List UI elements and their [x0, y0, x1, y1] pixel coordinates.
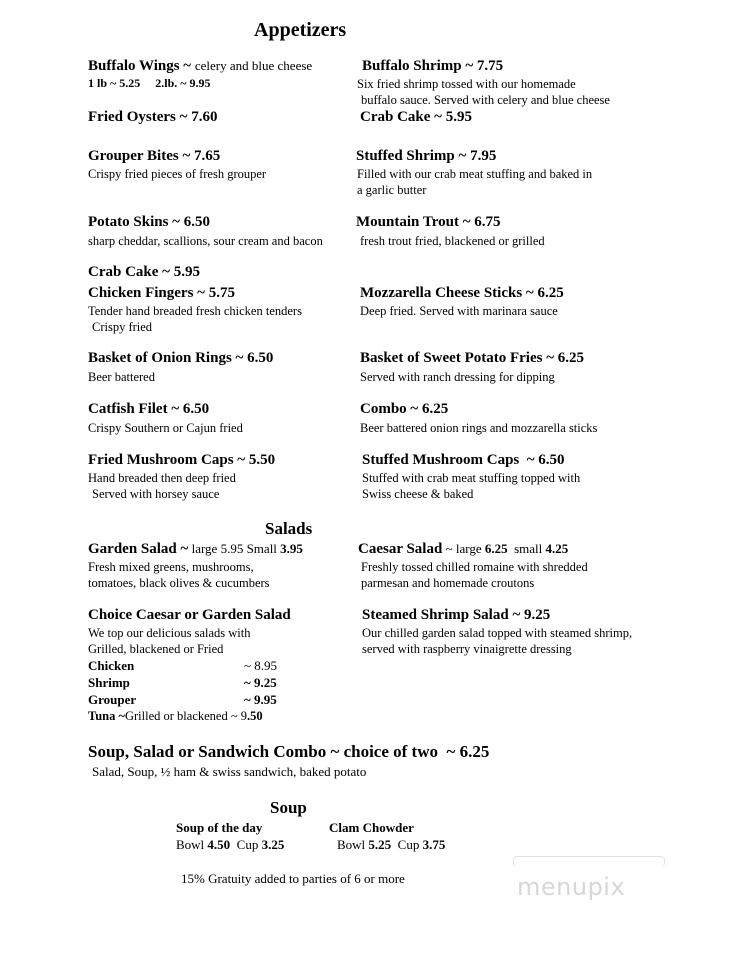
- topping-tuna: [88, 709, 263, 724]
- item-desc: Filled with our crab meat stuffing and baked in: [357, 167, 593, 181]
- bowl-price: 5.25: [368, 837, 392, 852]
- combo-desc: Salad, Soup, ½ ham & swiss sandwich, baked potato: [92, 764, 367, 779]
- size-label: large: [188, 541, 221, 556]
- menupix-watermark: menupix: [517, 873, 626, 901]
- soup-of-the-day-prices: [176, 837, 284, 853]
- topping-chicken-price: ~ 8.95: [244, 658, 278, 673]
- item-crab-cake: Crab Cake ~ 5.95: [360, 109, 472, 125]
- combo-heading: Soup, Salad or Sandwich Combo ~ choice of two ~ 6.25: [88, 742, 490, 761]
- item-desc: Stuffed with crab meat stuffing topped with: [362, 471, 581, 485]
- item-desc: Swiss cheese & baked: [362, 487, 474, 501]
- item-desc: Served with horsey sauce: [92, 487, 220, 501]
- bowl-label: Bowl: [176, 837, 208, 852]
- item-desc: buffalo sauce. Served with celery and blue cheese: [361, 93, 610, 107]
- item-fried-mushroom-caps: Fried Mushroom Caps ~ 5.50: [88, 452, 276, 468]
- item-desc: Six fried shrimp tossed with our homemade: [357, 77, 576, 91]
- item-desc: We top our delicious salads with: [88, 626, 251, 640]
- clam-chowder-prices: [337, 837, 445, 853]
- bowl-label: Bowl: [337, 837, 369, 852]
- item-desc: Fresh mixed greens, mushrooms,: [88, 560, 254, 574]
- item-desc: Our chilled garden salad topped with steamed shrimp,: [362, 626, 633, 640]
- size-label: small: [507, 541, 546, 556]
- item-stuffed-shrimp: Stuffed Shrimp ~ 7.95: [356, 148, 497, 164]
- appetizers-heading: Appetizers: [254, 19, 347, 41]
- item-desc: Beer battered: [88, 370, 155, 384]
- item-desc: Crispy Southern or Cajun fried: [88, 421, 243, 435]
- item-desc: Served with ranch dressing for dipping: [360, 370, 555, 384]
- item-catfish-filet: Catfish Filet ~ 6.50: [88, 401, 210, 417]
- size-label: ~ large: [442, 541, 485, 556]
- topping-shrimp-price: ~ 9.25: [244, 675, 277, 690]
- clam-chowder: Clam Chowder: [329, 820, 414, 835]
- item-desc: tomatoes, black olives & cucumbers: [88, 576, 270, 590]
- item-desc: a garlic butter: [357, 183, 427, 197]
- item-choice-salad: Choice Caesar or Garden Salad: [88, 607, 291, 623]
- item-name: Garden Salad ~: [88, 541, 189, 557]
- topping-shrimp-label: Shrimp: [88, 675, 130, 690]
- item-desc: Hand breaded then deep fried: [88, 471, 236, 485]
- watermark-frame: [513, 856, 665, 867]
- item-mountain-trout: Mountain Trout ~ 6.75: [356, 214, 501, 230]
- item-onion-rings: Basket of Onion Rings ~ 6.50: [88, 350, 274, 366]
- item-steamed-shrimp-salad: Steamed Shrimp Salad ~ 9.25: [362, 607, 551, 623]
- cup-label: Cup: [391, 837, 423, 852]
- item-buffalo-wings: [88, 58, 312, 75]
- item-note: celery and blue cheese: [194, 58, 313, 73]
- item-name: Caesar Salad: [358, 541, 443, 557]
- size-price: 6.25: [484, 541, 508, 556]
- topping-chicken-label: Chicken: [88, 658, 135, 673]
- gratuity-note: 15% Gratuity added to parties of 6 or more: [181, 871, 405, 886]
- item-chicken-fingers: Chicken Fingers ~ 5.75: [88, 285, 235, 301]
- tuna-note: Grilled or blackened ~ 9: [124, 709, 247, 723]
- size-price: 5.95: [220, 541, 244, 556]
- item-mozzarella-sticks: Mozzarella Cheese Sticks ~ 6.25: [360, 285, 564, 301]
- item-buffalo-shrimp: Buffalo Shrimp ~ 7.75: [362, 58, 504, 74]
- item-desc: Deep fried. Served with marinara sauce: [360, 304, 558, 318]
- tuna-label: Tuna ~: [88, 709, 125, 723]
- size-price: 3.95: [280, 541, 303, 556]
- item-desc: Grilled, blackened or Fried: [88, 642, 224, 656]
- item-desc: Crispy fried: [92, 320, 153, 334]
- item-desc: Freshly tossed chilled romaine with shredded: [361, 560, 588, 574]
- item-desc: 1 lb ~ 5.25 2.lb. ~ 9.95: [88, 76, 211, 90]
- item-name: Buffalo Wings ~: [88, 58, 195, 74]
- item-caesar-salad: [358, 541, 568, 558]
- size-label: Small: [243, 541, 281, 556]
- topping-grouper-price: ~ 9.95: [244, 692, 277, 707]
- item-sweet-potato-fries: Basket of Sweet Potato Fries ~ 6.25: [360, 350, 585, 366]
- item-desc: Tender hand breaded fresh chicken tenders: [88, 304, 302, 318]
- salads-heading: Salads: [265, 519, 313, 538]
- item-desc: parmesan and homemade croutons: [361, 576, 535, 590]
- cup-label: Cup: [230, 837, 262, 852]
- item-fried-oysters: Fried Oysters ~ 7.60: [88, 109, 218, 125]
- soup-of-the-day: Soup of the day: [176, 820, 263, 835]
- bowl-price: 4.50: [207, 837, 231, 852]
- cup-price: 3.25: [261, 837, 285, 852]
- item-desc: served with raspberry vinaigrette dressing: [362, 642, 572, 656]
- cup-price: 3.75: [422, 837, 446, 852]
- item-desc: sharp cheddar, scallions, sour cream and bacon: [88, 234, 323, 248]
- item-potato-skins: Potato Skins ~ 6.50: [88, 214, 210, 230]
- item-crab-cake-2: Crab Cake ~ 5.95: [88, 264, 200, 280]
- item-desc: Beer battered onion rings and mozzarella sticks: [360, 421, 598, 435]
- item-stuffed-mushroom-caps: Stuffed Mushroom Caps ~ 6.50: [362, 452, 565, 468]
- item-garden-salad: [88, 541, 303, 558]
- item-combo: Combo ~ 6.25: [360, 401, 449, 417]
- size-price: 4.25: [545, 541, 569, 556]
- item-grouper-bites: Grouper Bites ~ 7.65: [88, 148, 221, 164]
- topping-grouper-label: Grouper: [88, 692, 137, 707]
- tuna-price: .50: [246, 709, 263, 723]
- item-desc: Crispy fried pieces of fresh grouper: [88, 167, 267, 181]
- item-desc: fresh trout fried, blackened or grilled: [360, 234, 545, 248]
- soup-heading: Soup: [270, 798, 307, 817]
